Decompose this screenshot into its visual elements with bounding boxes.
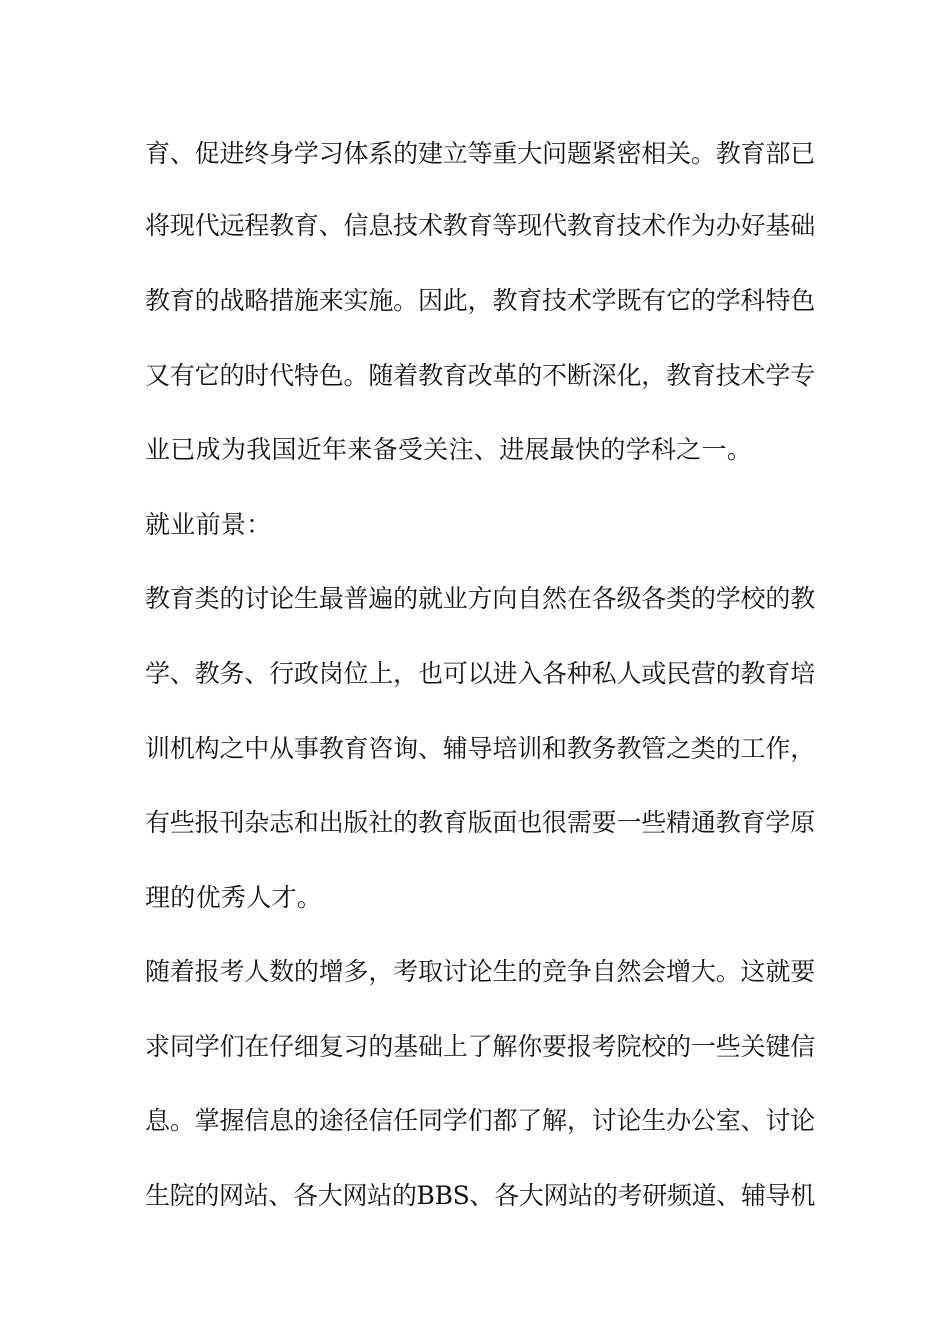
text-line: 教育类的讨论生最普遍的就业方向自然在各级各类的学校的教 bbox=[145, 584, 815, 613]
text-line: 教育的战略措施来实施。因此，教育技术学既有它的学科特色 bbox=[145, 286, 815, 315]
text-line: 将现代远程教育、信息技术教育等现代教育技术作为办好基础 bbox=[145, 211, 815, 240]
text-line: 随着报考人数的增多，考取讨论生的竞争自然会增大。这就要 bbox=[145, 957, 815, 986]
section-heading: 就业前景： bbox=[145, 510, 272, 539]
text-line: 育、促进终身学习体系的建立等重大问题紧密相关。教育部已 bbox=[145, 139, 815, 168]
text-line: 生院的网站、各大网站的BBS、各大网站的考研频道、辅导机 bbox=[145, 1181, 815, 1210]
text-line: 理的优秀人才。 bbox=[145, 883, 323, 912]
text-line: 有些报刊杂志和出版社的教育版面也很需要一些精通教育学原 bbox=[145, 808, 815, 837]
text-line: 训机构之中从事教育咨询、辅导培训和教务教管之类的工作， bbox=[145, 734, 815, 763]
text-line: 又有它的时代特色。随着教育改革的不断深化，教育技术学专 bbox=[145, 361, 815, 390]
text-line: 业已成为我国近年来备受关注、进展最快的学科之一。 bbox=[145, 435, 753, 464]
text-line: 求同学们在仔细复习的基础上了解你要报考院校的一些关键信 bbox=[145, 1032, 815, 1061]
text-line: 息。掌握信息的途径信任同学们都了解，讨论生办公室、讨论 bbox=[145, 1106, 815, 1135]
text-line: 学、教务、行政岗位上，也可以进入各种私人或民营的教育培 bbox=[145, 659, 815, 688]
